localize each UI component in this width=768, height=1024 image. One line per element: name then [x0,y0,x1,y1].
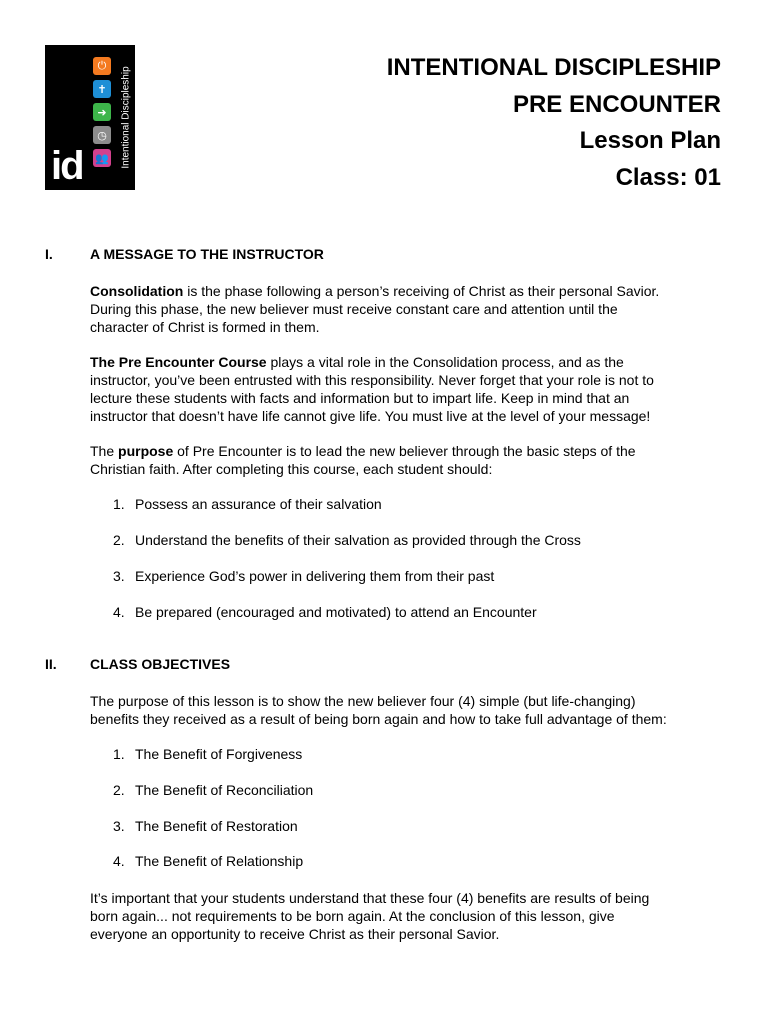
list-item: 4. The Benefit of Relationship [113,853,304,869]
header-class-number: Class: 01 [615,163,721,191]
section-heading-objectives [45,656,230,672]
paragraph-purpose: The purpose of Pre Encounter is to lead the new believer through the basic steps of the Christian faith. After completing this course, each student should: [90,443,636,477]
paragraph-consolidation: Consolidation is the phase following a person’s receiving of Christ as their personal Savior. During this phase, the new believer must receive constant care and attention until the character of Christ is formed in them. [90,283,660,335]
list-item: 2. The Benefit of Reconciliation [113,782,314,798]
section-title: CLASS OBJECTIVES [90,656,231,672]
cross-icon: ✝ [93,80,111,98]
people-icon: 👥 [93,149,111,167]
power-icon: ⏻ [93,57,111,75]
logo [45,45,135,190]
list-item: 4. Be prepared (encouraged and motivated) to attend an Encounter [113,604,537,620]
section-heading-instructor [45,246,324,262]
document-header [387,50,721,196]
list-item: 3. Experience God’s power in delivering them from their past [113,568,495,584]
list-item: 2. Understand the benefits of their salvation as provided through the Cross [113,532,581,548]
section-number: II. [45,656,57,672]
header-subtitle: PRE ENCOUNTER [512,90,721,118]
list-item: 3. The Benefit of Restoration [113,818,298,834]
arrow-icon: ➜ [93,103,111,121]
paragraph-lesson-purpose: The purpose of this lesson is to show the new believer four (4) simple (but life-changing) benefits they received as a result of being born again and how to take full advantage of them: [90,693,667,727]
logo-vertical-text: Intentional Discipleship [120,65,132,169]
list-item: 1. The Benefit of Forgiveness [113,746,303,762]
header-lesson-plan: Lesson Plan [579,127,721,154]
header-title: INTENTIONAL DISCIPLESHIP [386,54,721,81]
clock-icon: ◷ [93,126,111,144]
section-number: I. [45,246,53,262]
paragraph-conclusion: It’s important that your students understand that these four (4) benefits are results of being born again... not requirements to be born again. At the conclusion of this lesson, give everyone an opportunity to receive Christ as their personal Savior. [90,890,650,942]
section-title: A MESSAGE TO THE INSTRUCTOR [90,246,324,262]
list-item: 1. Possess an assurance of their salvation [113,496,382,512]
paragraph-pre-encounter-course: The Pre Encounter Course plays a vital role in the Consolidation process, and as the instructor, you’ve been entrusted with this responsibility. Never forget that your role is not to lecture these students with facts and information but to impart life. Keep in mind that an instructor that doesn’t have life cannot give life. You must live at the level of your message! [90,354,654,424]
logo-letters: id [51,144,83,188]
